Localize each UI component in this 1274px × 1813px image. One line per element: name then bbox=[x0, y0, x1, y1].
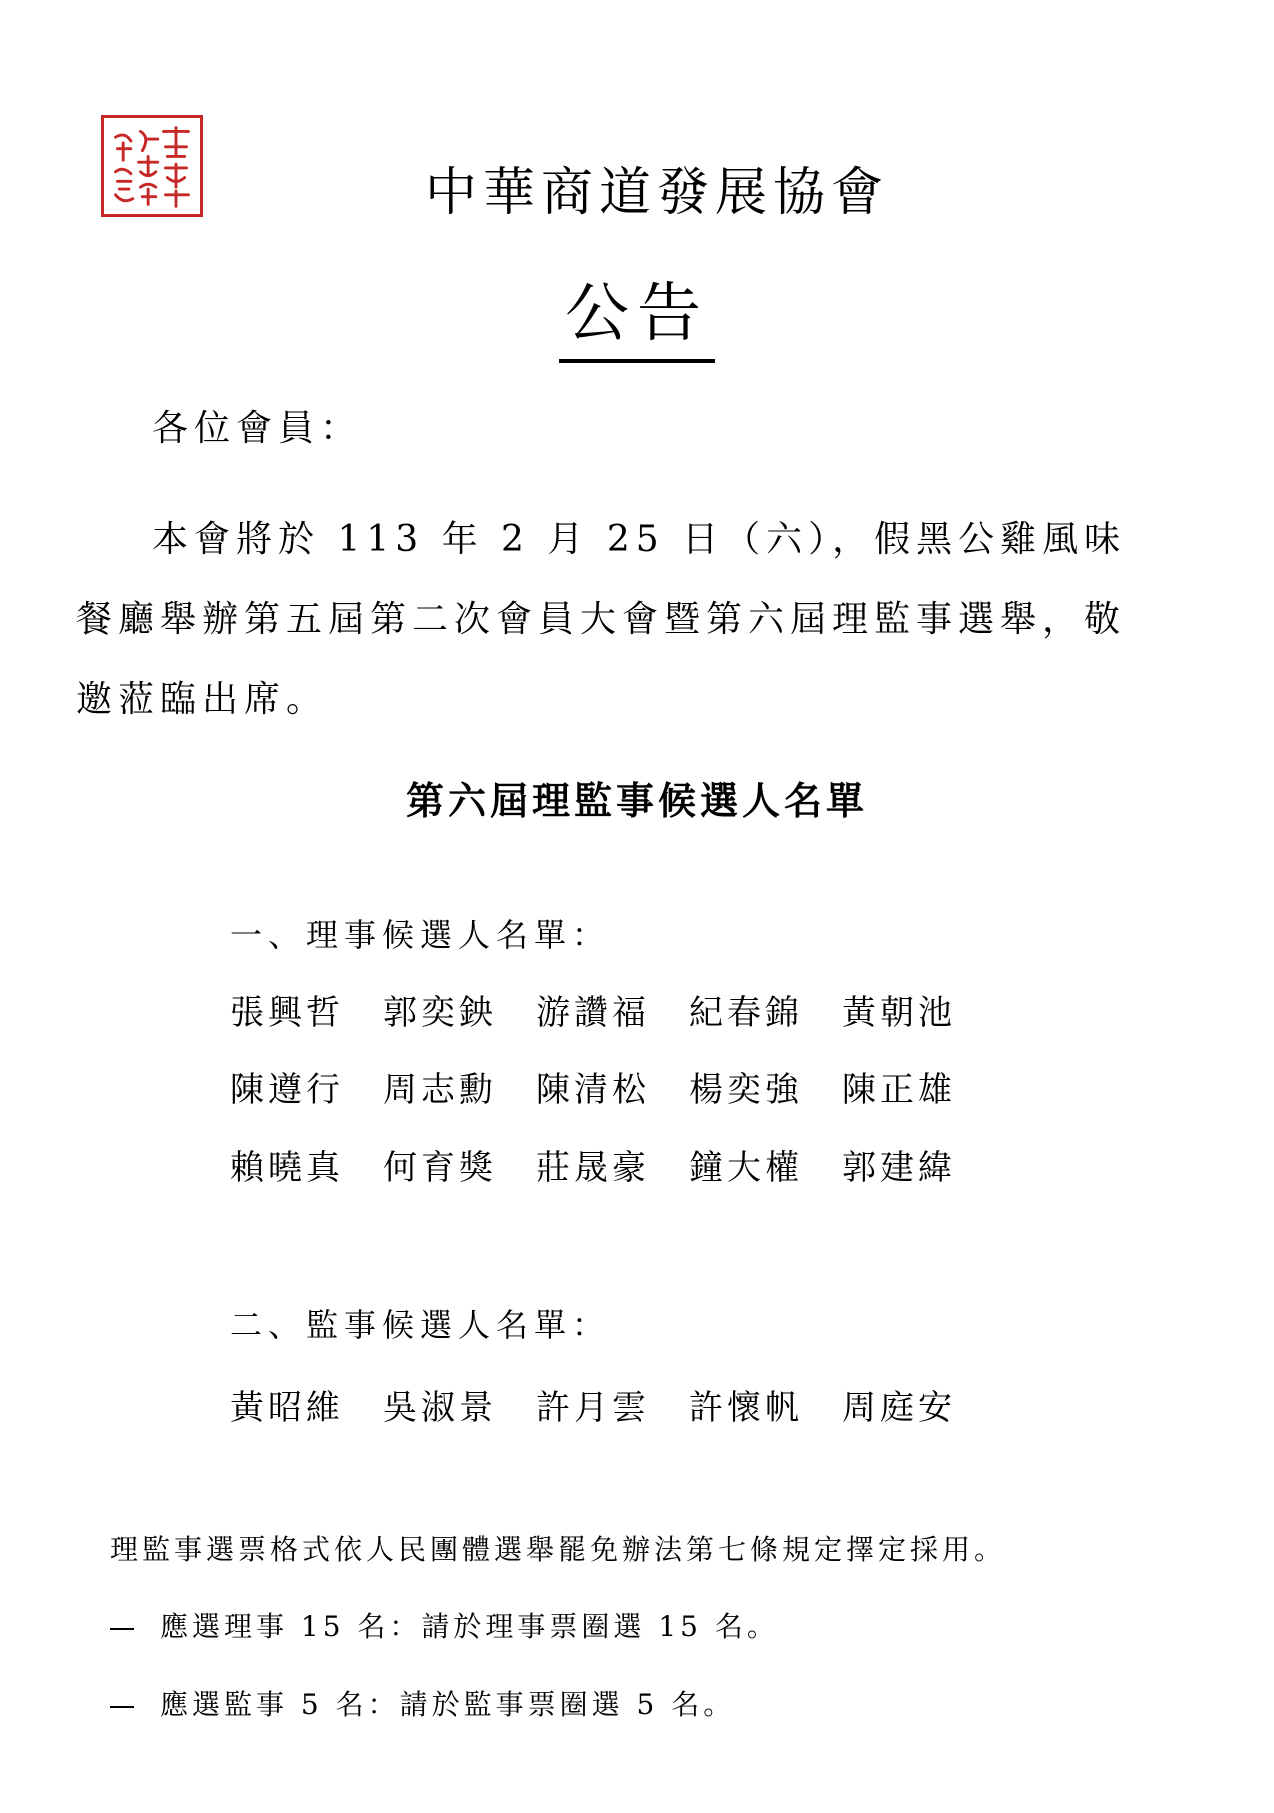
salutation: 各位會員： bbox=[152, 408, 363, 449]
candidate-name: 紀春錦 bbox=[689, 993, 803, 1033]
candidate-name: 陳清松 bbox=[536, 1070, 650, 1110]
notice-title-text: 公告 bbox=[559, 277, 715, 363]
ballot-rule-item bbox=[110, 1683, 735, 1723]
notice-title bbox=[0, 262, 1274, 354]
candidate-name: 鐘大權 bbox=[689, 1148, 803, 1188]
candidate-name: 何育獎 bbox=[383, 1148, 497, 1188]
candidate-name: 周庭安 bbox=[842, 1388, 956, 1428]
supervisor-names-row bbox=[230, 1380, 995, 1429]
candidate-name: 郭建緯 bbox=[842, 1148, 956, 1188]
organization-name: 中華商道發展協會 bbox=[424, 163, 889, 223]
candidate-name: 許月雲 bbox=[536, 1388, 650, 1428]
candidate-name: 黃朝池 bbox=[842, 993, 956, 1033]
candidate-name: 郭奕鉠 bbox=[383, 993, 497, 1033]
candidate-name: 吳淑景 bbox=[383, 1388, 497, 1428]
candidate-name: 許懷帆 bbox=[689, 1388, 803, 1428]
candidate-name: 周志勳 bbox=[383, 1070, 497, 1110]
supervisor-candidates-heading: 二、監事候選人名單： bbox=[230, 1306, 611, 1344]
announcement-body: 本會將於 113 年 2 月 25 日（六），假黑公雞風味餐廳舉辦第五屆第二次會員大會暨第六屆理監事選舉，敬邀蒞臨出席。 bbox=[76, 519, 1127, 720]
dash-bullet-icon bbox=[110, 1628, 134, 1630]
director-names-row bbox=[230, 985, 995, 1034]
ballot-rule-item bbox=[110, 1605, 779, 1645]
ballot-rule-text: 應選理事 15 名：請於理事票圈選 15 名。 bbox=[160, 1610, 779, 1643]
candidate-name: 游讚福 bbox=[536, 993, 650, 1033]
dash-bullet-icon bbox=[110, 1706, 134, 1708]
candidate-name: 陳正雄 bbox=[842, 1070, 956, 1110]
director-candidates-heading: 一、理事候選人名單： bbox=[230, 916, 611, 954]
ballot-format-note: 理監事選票格式依人民團體選舉罷免辦法第七條規定擇定採用。 bbox=[110, 1533, 1007, 1566]
director-names-row bbox=[230, 1140, 995, 1189]
ballot-rule-text: 應選監事 5 名：請於監事票圈選 5 名。 bbox=[160, 1688, 736, 1721]
candidate-name: 莊晟豪 bbox=[536, 1148, 650, 1188]
director-names-row bbox=[230, 1062, 995, 1111]
candidate-name: 黃昭維 bbox=[230, 1388, 344, 1428]
candidate-name: 楊奕強 bbox=[689, 1070, 803, 1110]
candidate-name: 賴曉真 bbox=[230, 1148, 344, 1188]
candidate-name: 陳遵行 bbox=[230, 1070, 344, 1110]
candidate-list-title: 第六屆理監事候選人名單 bbox=[405, 778, 868, 823]
candidate-name: 張興哲 bbox=[230, 993, 344, 1033]
